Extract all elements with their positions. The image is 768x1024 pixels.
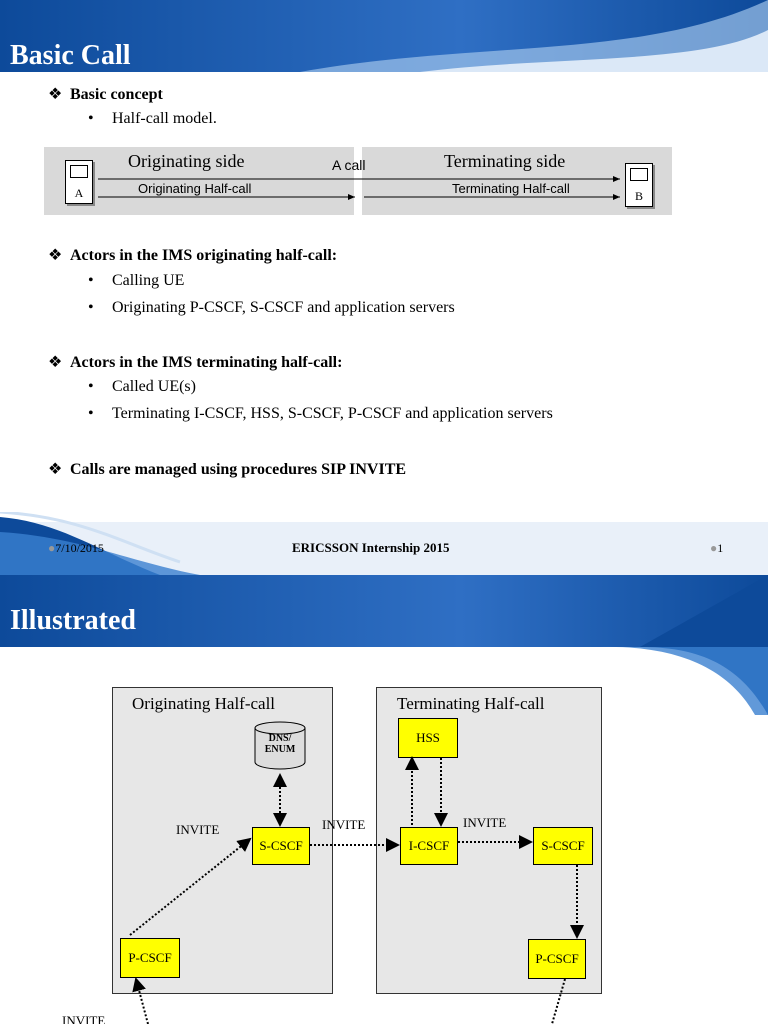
s-cscf-terminating: S-CSCF [533, 827, 593, 865]
diamond-bullet-icon: ❖ [48, 461, 63, 478]
i-cscf-node: I-CSCF [400, 827, 458, 865]
originating-side-label: Originating side [128, 151, 245, 171]
round-bullet-icon: • [88, 378, 94, 395]
round-bullet-icon: • [88, 110, 94, 127]
sub-bullet: • Terminating I-CSCF, HSS, S-CSCF, P-CSCF and application servers [88, 405, 553, 422]
round-bullet-icon: • [88, 272, 94, 289]
bullet-basic-concept: ❖ Basic concept [48, 86, 163, 103]
footer-title: ERICSSON Internship 2015 [292, 540, 450, 555]
hss-node: HSS [398, 718, 458, 758]
sub-bullet: • Called UE(s) [88, 378, 196, 395]
half-call-arrows [0, 140, 768, 220]
diamond-bullet-icon: ❖ [48, 354, 63, 371]
sub-bullet: • Originating P-CSCF, S-CSCF and application servers [88, 299, 455, 316]
invite-label: INVITE [62, 1013, 106, 1024]
bullet-sip-invite: ❖ Calls are managed using procedures SIP INVITE [48, 461, 407, 478]
terminating-half-call-title: Terminating Half-call [397, 694, 545, 713]
sub-bullet: • Calling UE [88, 272, 185, 289]
phone-b-icon: B [625, 163, 653, 207]
slide-title: Illustrated [10, 605, 136, 636]
slide-illustrated [0, 575, 768, 1024]
bullet-originating-actors: ❖ Actors in the IMS originating half-call: [48, 247, 338, 264]
invite-label: INVITE [322, 817, 366, 832]
terminating-half-call-label: Terminating Half-call [452, 181, 570, 196]
sub-bullet: • Half-call model. [88, 110, 217, 127]
p-cscf-terminating: P-CSCF [528, 939, 586, 979]
diamond-bullet-icon: ❖ [48, 86, 63, 103]
diamond-bullet-icon: ❖ [48, 247, 63, 264]
round-bullet-icon: • [88, 405, 94, 422]
a-call-label: A call [332, 157, 366, 173]
originating-half-call-title: Originating Half-call [132, 694, 276, 713]
signaling-arrows [0, 575, 768, 1024]
footer-page-number: ●1 [710, 541, 724, 555]
dns-enum-label: DNS/ ENUM [264, 733, 296, 755]
invite-label: INVITE [463, 815, 507, 830]
originating-half-call-label: Originating Half-call [138, 181, 252, 196]
slide-title: Basic Call [10, 40, 131, 71]
round-bullet-icon: • [88, 299, 94, 316]
phone-a-icon: A [65, 160, 93, 204]
p-cscf-originating: P-CSCF [120, 938, 180, 978]
s-cscf-originating: S-CSCF [252, 827, 310, 865]
invite-label: INVITE [176, 822, 220, 837]
bullet-terminating-actors: ❖ Actors in the IMS terminating half-call: [48, 354, 343, 371]
footer-date: ●7/10/2015 [48, 541, 104, 555]
terminating-side-label: Terminating side [444, 151, 566, 171]
